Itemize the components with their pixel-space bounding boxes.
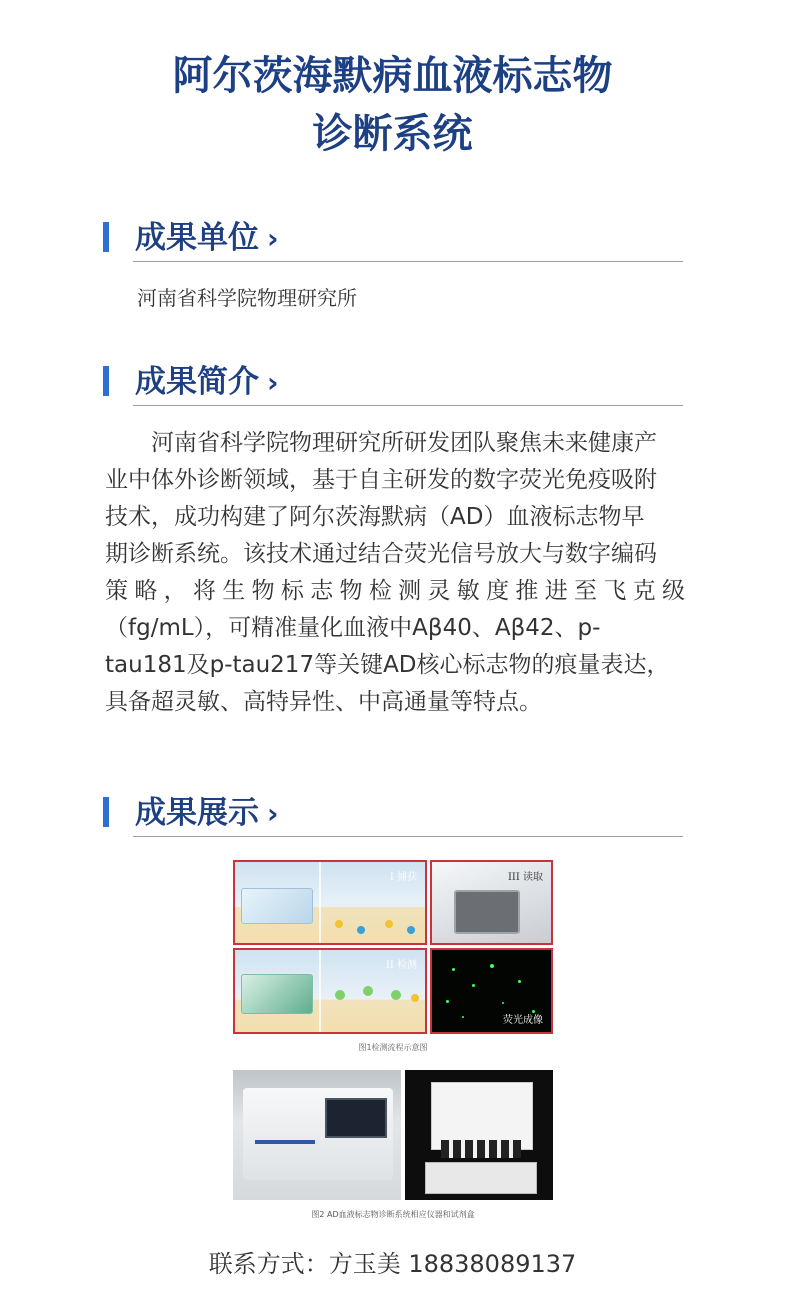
section-show-header xyxy=(103,793,683,839)
section-divider xyxy=(133,405,683,406)
intro-line: 业中体外诊断领域，基于自主研发的数字荧光免疫吸附 xyxy=(105,467,657,493)
fluorescence-spot xyxy=(452,968,455,971)
page-title-line-2: 诊断系统 xyxy=(312,111,473,157)
figure-instrument-photo xyxy=(233,1070,401,1200)
intro-line: tau181及p-tau217等关键AD核心标志物的痕量表达， xyxy=(105,652,670,678)
figure-detection-workflow xyxy=(233,860,553,1034)
intro-line: （fg/mL），可精准量化血液中Aβ40、Aβ42、p- xyxy=(105,615,601,641)
panel-read xyxy=(430,860,553,945)
panel-separator xyxy=(319,950,321,1032)
figure-kit-photo xyxy=(405,1070,553,1200)
intro-line: 具备超灵敏、高特异性、中高通量等特点。 xyxy=(105,689,542,715)
section-unit-header xyxy=(103,218,683,264)
section-show-heading: 成果展示 xyxy=(135,795,259,831)
figure-1-caption: 图1检测流程示意图 xyxy=(358,1043,428,1052)
organization-name: 河南省科学院物理研究所 xyxy=(137,286,357,310)
intro-line: 期诊断系统。该技术通过结合荧光信号放大与数字编码 xyxy=(105,541,657,567)
microplate-image xyxy=(241,974,313,1014)
analyzer-label-strip xyxy=(255,1140,315,1144)
section-accent-bar xyxy=(103,797,109,827)
fluorescence-spot xyxy=(462,1016,464,1018)
panel-detect xyxy=(233,948,427,1034)
chevron-right-icon: › xyxy=(267,797,279,830)
section-unit-title xyxy=(135,218,279,259)
section-intro-title xyxy=(135,362,279,403)
panel-detect-label: II 检测 xyxy=(385,960,417,971)
section-accent-bar xyxy=(103,366,109,396)
section-unit-heading: 成果单位 xyxy=(135,220,259,256)
section-intro-heading: 成果简介 xyxy=(135,364,259,400)
bead-mark xyxy=(363,986,373,996)
page-title-line-1: 阿尔茨海默病血液标志物 xyxy=(172,53,613,99)
section-accent-bar xyxy=(103,222,109,252)
fluorescence-spot xyxy=(472,984,475,987)
antigen-mark xyxy=(357,926,365,934)
antibody-mark xyxy=(335,920,343,928)
section-divider xyxy=(133,836,683,837)
analyzer-screen xyxy=(325,1098,387,1138)
panel-separator xyxy=(319,862,321,943)
antibody-mark xyxy=(385,920,393,928)
intro-line: 河南省科学院物理研究所研发团队聚焦未来健康产 xyxy=(151,430,657,456)
intro-line: 技术，成功构建了阿尔茨海默病（AD）血液标志物早 xyxy=(105,504,645,530)
fluorescence-spot xyxy=(518,980,521,983)
antibody-mark xyxy=(411,994,419,1002)
bead-mark xyxy=(391,990,401,1000)
panel-fluorescence xyxy=(430,948,553,1034)
section-show-title xyxy=(135,793,279,834)
kit-microplate xyxy=(425,1162,537,1194)
panel-capture-label: I 捕获 xyxy=(389,872,417,883)
reagent-vials xyxy=(441,1140,521,1158)
fluorescence-spot xyxy=(490,964,494,968)
intro-line: 策略，将生物标志物检测灵敏度推进至飞克级 xyxy=(105,578,685,604)
reader-image xyxy=(454,890,520,934)
chevron-right-icon: › xyxy=(267,222,279,255)
figure-2-caption: 图2 AD血液标志物诊断系统相应仪器和试剂盒 xyxy=(311,1210,475,1219)
panel-fluo-label: 荧光成像 xyxy=(503,1015,543,1026)
section-intro-header xyxy=(103,362,683,408)
fluorescence-spot xyxy=(446,1000,449,1003)
intro-paragraph xyxy=(105,425,685,725)
panel-read-label: III 读取 xyxy=(507,872,543,883)
microplate-image xyxy=(241,888,313,924)
antigen-mark xyxy=(407,926,415,934)
section-divider xyxy=(133,261,683,262)
fluorescence-spot xyxy=(502,1002,504,1004)
panel-capture xyxy=(233,860,427,945)
contact-info: 联系方式：方玉美 18838089137 xyxy=(208,1250,577,1278)
bead-mark xyxy=(335,990,345,1000)
chevron-right-icon: › xyxy=(267,366,279,399)
